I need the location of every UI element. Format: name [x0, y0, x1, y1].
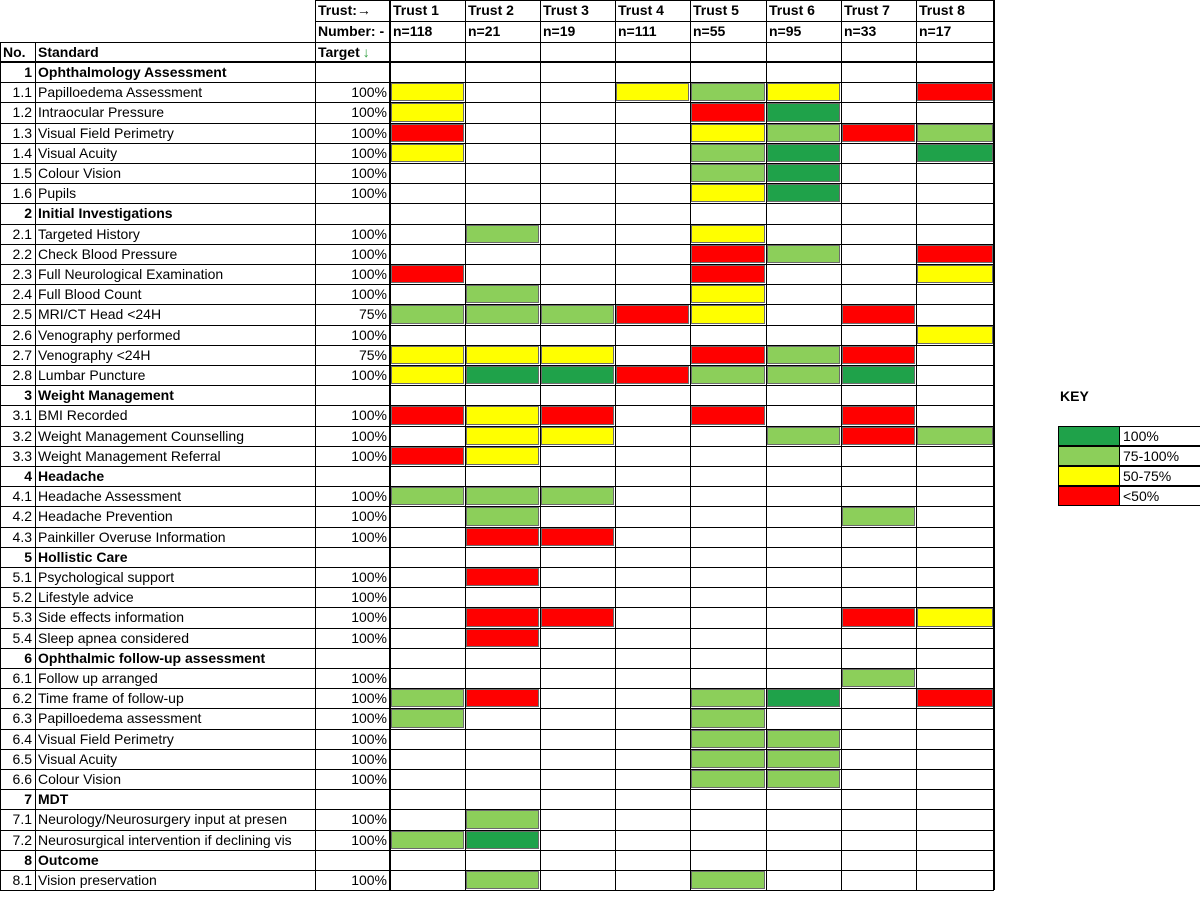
- row-number: 2.8: [12, 367, 32, 383]
- target-value: 100%: [351, 609, 387, 626]
- grid-line: [0, 244, 994, 245]
- grid-line: [615, 0, 616, 890]
- row-number: 2.4: [12, 286, 32, 303]
- row-number: 1.4: [12, 144, 32, 161]
- standard-name: MRI/CT Head <24H: [38, 306, 162, 323]
- grid-line: [0, 587, 994, 588]
- result-cell: [466, 689, 539, 707]
- row-number: 7.1: [12, 811, 32, 828]
- trust-row-label: Trust:→: [318, 2, 371, 18]
- target-value: 75%: [358, 346, 387, 363]
- result-cell: [391, 689, 464, 707]
- trust-name: Trust 3: [543, 2, 589, 18]
- trust-name: Trust 8: [919, 2, 965, 18]
- standard-name: BMI Recorded: [38, 407, 128, 424]
- result-cell: [691, 225, 765, 243]
- target-value: 100%: [351, 670, 387, 686]
- grid-line: [0, 466, 994, 467]
- grid-line: [0, 729, 994, 730]
- grid-line: [0, 264, 994, 265]
- grid-line: [0, 668, 994, 669]
- result-cell: [691, 285, 765, 303]
- result-cell: [541, 427, 614, 445]
- result-cell: [466, 629, 539, 647]
- row-number: 3.2: [12, 427, 32, 444]
- grid-line: [0, 870, 994, 871]
- standard-name: Venography <24H: [38, 346, 151, 363]
- result-cell: [466, 831, 539, 849]
- standard-name: Lumbar Puncture: [38, 367, 146, 383]
- result-cell: [541, 366, 614, 384]
- row-number: 2.1: [12, 225, 32, 242]
- result-cell: [691, 366, 765, 384]
- standard-name: Full Neurological Examination: [38, 266, 224, 282]
- result-cell: [767, 103, 840, 121]
- result-cell: [767, 366, 840, 384]
- standard-name: Papilloedema Assessment: [38, 84, 203, 101]
- grid-line: [389, 0, 391, 890]
- grid-line: [0, 365, 994, 366]
- grid-line: [465, 0, 466, 890]
- standard-name: Check Blood Pressure: [38, 245, 178, 262]
- grid-line: [0, 567, 994, 568]
- grid-line: [0, 284, 994, 285]
- trust-name: Trust 6: [769, 2, 815, 18]
- row-number: 5.1: [12, 569, 32, 585]
- result-cell: [691, 305, 765, 323]
- standard-name: Colour Vision: [38, 771, 122, 787]
- grid-line: [0, 749, 994, 750]
- standard-name: Papilloedema assessment: [38, 710, 202, 727]
- standard-name: Neurosurgical intervention if declining vis: [38, 831, 292, 848]
- legend-label: 100%: [1120, 426, 1200, 446]
- result-cell: [917, 124, 993, 142]
- target-value: 100%: [351, 629, 387, 646]
- grid-line: [0, 82, 994, 83]
- target-value: 100%: [351, 144, 387, 161]
- target-value: 100%: [351, 872, 387, 888]
- grid-line: [0, 769, 994, 770]
- row-number: 7.2: [12, 831, 32, 848]
- target-value: 100%: [351, 266, 387, 282]
- section-title: Headache: [38, 468, 105, 484]
- standard-name: Sleep apnea considered: [38, 629, 190, 646]
- target-value: 75%: [358, 306, 387, 323]
- grid-line: [0, 547, 994, 548]
- result-cell: [466, 406, 539, 424]
- result-cell: [842, 305, 915, 323]
- result-cell: [391, 406, 464, 424]
- result-cell: [466, 487, 539, 505]
- result-cell: [391, 709, 464, 727]
- standard-name: Targeted History: [38, 225, 140, 242]
- result-cell: [767, 427, 840, 445]
- grid-line: [0, 61, 994, 63]
- standard-name: Lifestyle advice: [38, 589, 134, 606]
- result-cell: [917, 689, 993, 707]
- result-cell: [691, 750, 765, 768]
- row-number: 2.2: [12, 245, 32, 262]
- grid-line: [0, 203, 994, 204]
- result-cell: [391, 366, 464, 384]
- result-cell: [466, 305, 539, 323]
- result-cell: [691, 770, 765, 788]
- result-cell: [541, 608, 614, 626]
- section-title: Ophthalmology Assessment: [38, 64, 227, 80]
- result-cell: [466, 810, 539, 828]
- result-cell: [616, 83, 689, 101]
- result-cell: [466, 507, 539, 525]
- result-cell: [391, 103, 464, 121]
- target-value: 100%: [351, 124, 387, 141]
- grid-line: [916, 0, 917, 890]
- row-number: 2.3: [12, 266, 32, 282]
- row-number: 5.2: [12, 589, 32, 606]
- legend-swatch: [1058, 486, 1120, 506]
- grid-line: [0, 648, 994, 649]
- standard-name: Colour Vision: [38, 165, 122, 181]
- target-value: 100%: [351, 165, 387, 181]
- grid-line: [315, 0, 316, 890]
- row-number: 1.3: [12, 124, 32, 141]
- trust-name: Trust 2: [468, 2, 514, 18]
- trust-sample-size: n=21: [468, 23, 501, 39]
- section-title: Outcome: [38, 851, 99, 868]
- target-value: 100%: [351, 811, 387, 828]
- result-cell: [691, 184, 765, 202]
- section-title: Ophthalmic follow-up assessment: [38, 649, 266, 666]
- standard-name: Vision preservation: [38, 872, 157, 888]
- result-cell: [691, 124, 765, 142]
- trust-sample-size: n=19: [543, 23, 576, 39]
- result-cell: [466, 366, 539, 384]
- standard-name: Time frame of follow-up: [38, 690, 184, 707]
- result-cell: [466, 871, 539, 889]
- target-value: 100%: [351, 488, 387, 505]
- row-number: 6.1: [12, 670, 32, 686]
- target-value: 100%: [351, 589, 387, 606]
- grid-line: [0, 224, 994, 225]
- standard-name: Visual Acuity: [38, 144, 118, 161]
- target-value: 100%: [351, 245, 387, 262]
- row-number: 2.7: [12, 346, 32, 363]
- row-number: 8.1: [12, 872, 32, 888]
- target-value: 100%: [351, 750, 387, 767]
- result-cell: [616, 366, 689, 384]
- grid-line: [0, 385, 994, 386]
- result-cell: [691, 265, 765, 283]
- result-cell: [691, 103, 765, 121]
- standard-name: Painkiller Overuse Information: [38, 528, 226, 545]
- result-cell: [842, 124, 915, 142]
- result-cell: [466, 346, 539, 364]
- result-cell: [917, 265, 993, 283]
- result-cell: [917, 144, 993, 162]
- trust-name: Trust 1: [393, 2, 439, 18]
- row-number: 1.2: [12, 104, 32, 121]
- result-cell: [691, 245, 765, 263]
- target-value: 100%: [351, 690, 387, 707]
- row-number: 7: [24, 791, 32, 808]
- row-number: 1.6: [12, 185, 32, 202]
- result-cell: [466, 528, 539, 546]
- result-cell: [541, 487, 614, 505]
- result-cell: [767, 245, 840, 263]
- result-cell: [391, 831, 464, 849]
- grid-line: [0, 688, 994, 689]
- target-value: 100%: [351, 447, 387, 464]
- target-value: 100%: [351, 286, 387, 303]
- grid-line: [0, 446, 994, 447]
- legend-swatch: [1058, 426, 1120, 446]
- result-cell: [691, 689, 765, 707]
- result-cell: [466, 447, 539, 465]
- result-cell: [767, 184, 840, 202]
- result-cell: [767, 750, 840, 768]
- trust-sample-size: n=111: [618, 23, 657, 39]
- grid-line: [0, 426, 994, 427]
- result-cell: [541, 346, 614, 364]
- legend-label: 75-100%: [1120, 446, 1200, 466]
- result-cell: [842, 669, 915, 687]
- result-cell: [391, 124, 464, 142]
- grid-line: [0, 304, 994, 305]
- grid-line: [315, 0, 994, 1]
- target-arrow-icon: ↓: [362, 44, 370, 60]
- result-cell: [842, 366, 915, 384]
- trust-sample-size: n=17: [919, 23, 952, 39]
- row-number: 6.6: [12, 771, 32, 787]
- grid-line: [0, 405, 994, 406]
- row-number: 5.3: [12, 609, 32, 626]
- result-cell: [691, 164, 765, 182]
- row-number: 6.4: [12, 730, 32, 747]
- grid-line: [540, 0, 541, 890]
- row-number: 4.1: [12, 488, 32, 505]
- result-cell: [466, 427, 539, 445]
- row-number: 6.2: [12, 690, 32, 707]
- target-value: 100%: [351, 771, 387, 787]
- result-cell: [917, 427, 993, 445]
- target-value: 100%: [351, 831, 387, 848]
- standard-name: Headache Assessment: [38, 488, 182, 505]
- row-number: 6: [24, 649, 32, 666]
- target-value: 100%: [351, 104, 387, 121]
- result-cell: [391, 447, 464, 465]
- grid-line: [0, 890, 994, 891]
- target-value: 100%: [351, 225, 387, 242]
- section-title: Weight Management: [38, 387, 174, 404]
- row-number: 5: [24, 548, 32, 565]
- row-number: 3: [24, 387, 32, 404]
- target-value: 100%: [351, 730, 387, 747]
- grid-line: [0, 809, 994, 810]
- result-cell: [767, 346, 840, 364]
- standard-name: Side effects information: [38, 609, 185, 626]
- result-cell: [691, 709, 765, 727]
- result-cell: [391, 144, 464, 162]
- row-number: 2: [24, 205, 32, 222]
- legend-label: 50-75%: [1120, 466, 1200, 486]
- grid-line: [0, 325, 994, 326]
- result-cell: [767, 144, 840, 162]
- result-cell: [917, 608, 993, 626]
- result-cell: [391, 83, 464, 101]
- standard-name: Headache Prevention: [38, 508, 173, 525]
- result-cell: [767, 730, 840, 748]
- grid-line: [0, 345, 994, 346]
- row-number: 1.5: [12, 165, 32, 181]
- grid-line: [993, 0, 995, 890]
- result-cell: [917, 326, 993, 344]
- target-value: 100%: [351, 326, 387, 343]
- result-cell: [691, 730, 765, 748]
- grid-line: [0, 830, 994, 831]
- grid-line: [0, 143, 994, 144]
- standard-name: Full Blood Count: [38, 286, 142, 303]
- result-cell: [767, 770, 840, 788]
- result-cell: [917, 245, 993, 263]
- grid-line: [0, 628, 994, 629]
- result-cell: [391, 346, 464, 364]
- result-cell: [616, 305, 689, 323]
- trust-sample-size: n=55: [693, 23, 726, 39]
- grid-line: [0, 163, 994, 164]
- standard-name: Visual Field Perimetry: [38, 730, 174, 747]
- result-cell: [767, 124, 840, 142]
- grid-line: [35, 42, 36, 890]
- result-cell: [842, 427, 915, 445]
- grid-line: [0, 607, 994, 608]
- row-number: 1: [24, 64, 32, 80]
- standard-name: Neurology/Neurosurgery input at presen: [38, 811, 288, 828]
- result-cell: [842, 346, 915, 364]
- row-number: 4.3: [12, 528, 32, 545]
- section-title: Hollistic Care: [38, 548, 128, 565]
- trust-sample-size: n=33: [844, 23, 877, 39]
- result-cell: [691, 406, 765, 424]
- row-number: 6.3: [12, 710, 32, 727]
- target-value: 100%: [351, 508, 387, 525]
- row-number: 1.1: [12, 84, 32, 101]
- no-header: No.: [3, 44, 26, 60]
- legend-swatch: [1058, 466, 1120, 486]
- standard-name: Psychological support: [38, 569, 175, 585]
- trust-name: Trust 5: [693, 2, 739, 18]
- target-value: 100%: [351, 427, 387, 444]
- grid-line: [0, 486, 994, 487]
- grid-line: [0, 123, 994, 124]
- target-value: 100%: [351, 528, 387, 545]
- target-value: 100%: [351, 710, 387, 727]
- grid-line: [841, 0, 842, 890]
- grid-line: [0, 506, 994, 507]
- standard-name: Venography performed: [38, 326, 181, 343]
- target-value: 100%: [351, 407, 387, 424]
- grid-line: [690, 0, 691, 890]
- standard-name: Follow up arranged: [38, 670, 158, 686]
- grid-line: [0, 42, 1, 890]
- number-row-label: Number: -: [318, 23, 385, 39]
- result-cell: [466, 568, 539, 586]
- row-number: 2.5: [12, 306, 32, 323]
- target-value: 100%: [351, 569, 387, 585]
- result-cell: [466, 608, 539, 626]
- standard-header: Standard: [38, 44, 99, 60]
- result-cell: [691, 346, 765, 364]
- standard-name: Pupils: [38, 185, 77, 202]
- result-cell: [391, 305, 464, 323]
- row-number: 5.4: [12, 629, 32, 646]
- standard-name: Weight Management Referral: [38, 447, 221, 464]
- result-cell: [541, 305, 614, 323]
- trust-name: Trust 4: [618, 2, 664, 18]
- result-cell: [391, 487, 464, 505]
- result-cell: [767, 83, 840, 101]
- result-cell: [691, 871, 765, 889]
- section-title: Initial Investigations: [38, 205, 173, 222]
- grid-line: [0, 850, 994, 851]
- grid-line: [0, 708, 994, 709]
- result-cell: [842, 608, 915, 626]
- trust-sample-size: n=95: [769, 23, 802, 39]
- result-cell: [917, 83, 993, 101]
- result-cell: [691, 83, 765, 101]
- target-value: 100%: [351, 84, 387, 101]
- legend-title: KEY: [1060, 388, 1089, 404]
- legend-label: <50%: [1120, 486, 1200, 506]
- row-number: 3.1: [12, 407, 32, 424]
- legend-swatch: [1058, 446, 1120, 466]
- standard-name: Intraocular Pressure: [38, 104, 165, 121]
- result-cell: [842, 406, 915, 424]
- row-number: 8: [24, 851, 32, 868]
- grid-line: [0, 42, 994, 43]
- target-value: 100%: [351, 185, 387, 202]
- grid-line: [0, 527, 994, 528]
- row-number: 3.3: [12, 447, 32, 464]
- row-number: 6.5: [12, 750, 32, 767]
- row-number: 2.6: [12, 326, 32, 343]
- trust-sample-size: n=118: [393, 23, 433, 39]
- result-cell: [691, 144, 765, 162]
- grid-line: [766, 0, 767, 890]
- grid-line: [0, 183, 994, 184]
- result-cell: [767, 164, 840, 182]
- standard-name: Visual Field Perimetry: [38, 124, 174, 141]
- section-title: MDT: [38, 791, 69, 808]
- grid-line: [0, 789, 994, 790]
- result-cell: [541, 528, 614, 546]
- result-cell: [767, 689, 840, 707]
- trust-name: Trust 7: [844, 2, 890, 18]
- result-cell: [541, 406, 614, 424]
- result-cell: [842, 507, 915, 525]
- row-number: 4.2: [12, 508, 32, 525]
- target-header: Target ↓: [318, 44, 370, 60]
- row-number: 4: [24, 468, 32, 484]
- target-value: 100%: [351, 367, 387, 383]
- result-cell: [466, 225, 539, 243]
- result-cell: [466, 285, 539, 303]
- grid-line: [0, 102, 994, 103]
- result-cell: [391, 265, 464, 283]
- grid-line: [315, 21, 994, 22]
- standard-name: Weight Management Counselling: [38, 427, 244, 444]
- standard-name: Visual Acuity: [38, 750, 118, 767]
